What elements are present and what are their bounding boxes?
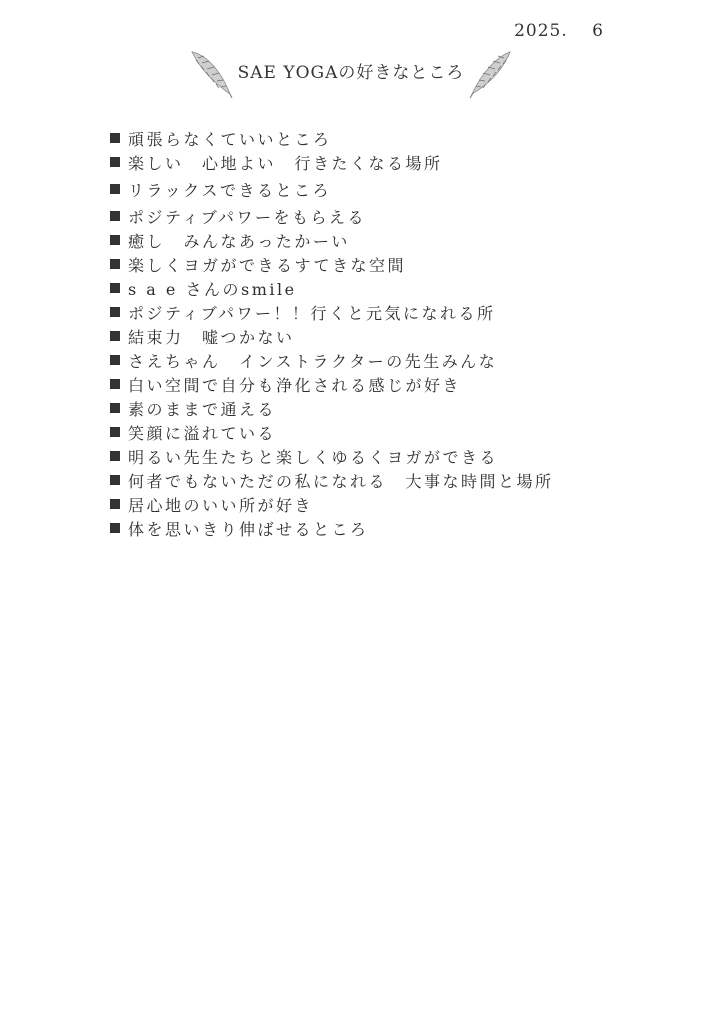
list-item-text: さえちゃん インストラクターの先生みんな bbox=[128, 351, 498, 371]
list-item bbox=[110, 300, 670, 324]
square-bullet-icon bbox=[110, 331, 120, 341]
list-item-text: 素のままで通える bbox=[128, 399, 277, 419]
square-bullet-icon bbox=[110, 451, 120, 461]
square-bullet-icon bbox=[110, 355, 120, 365]
list-item-text: 結束力 嘘つかない bbox=[128, 327, 295, 347]
square-bullet-icon bbox=[110, 133, 120, 143]
list-item-text: 癒し みんなあったかーい bbox=[128, 231, 350, 251]
square-bullet-icon bbox=[110, 184, 120, 194]
document-date: 2025. 6 bbox=[514, 21, 604, 41]
square-bullet-icon bbox=[110, 259, 120, 269]
square-bullet-icon bbox=[110, 379, 120, 389]
list-item bbox=[110, 396, 670, 420]
list-item bbox=[110, 324, 670, 348]
list-item-text: 頑張らなくていいところ bbox=[128, 129, 332, 149]
list-item bbox=[110, 420, 670, 444]
list-item bbox=[110, 228, 670, 252]
list-item bbox=[110, 204, 670, 228]
favorite-points-list bbox=[110, 126, 670, 540]
square-bullet-icon bbox=[110, 475, 120, 485]
list-item-text: 何者でもないただの私になれる 大事な時間と場所 bbox=[128, 471, 554, 491]
list-item-text: ポジティブパワーをもらえる bbox=[128, 207, 366, 227]
list-item bbox=[110, 492, 670, 516]
list-item bbox=[110, 252, 670, 276]
list-item bbox=[110, 150, 670, 174]
list-item bbox=[110, 468, 670, 492]
square-bullet-icon bbox=[110, 403, 120, 413]
square-bullet-icon bbox=[110, 523, 120, 533]
list-item-text: リラックスできるところ bbox=[128, 180, 332, 200]
list-item-text: 楽しい 心地よい 行きたくなる場所 bbox=[128, 153, 443, 173]
square-bullet-icon bbox=[110, 499, 120, 509]
list-item bbox=[110, 372, 670, 396]
square-bullet-icon bbox=[110, 235, 120, 245]
list-item-text: 楽しくヨガができるすてきな空間 bbox=[128, 255, 406, 275]
list-item bbox=[110, 126, 670, 150]
list-item-text: s a e さんのsmile bbox=[128, 279, 297, 299]
square-bullet-icon bbox=[110, 427, 120, 437]
list-item-text: 白い空間で自分も浄化される感じが好き bbox=[128, 375, 462, 395]
list-item bbox=[110, 348, 670, 372]
list-item-text: 体を思いきり伸ばせるところ bbox=[128, 519, 369, 539]
list-item bbox=[110, 444, 670, 468]
list-item bbox=[110, 276, 670, 300]
list-item bbox=[110, 174, 670, 204]
list-item bbox=[110, 516, 670, 540]
title-banner bbox=[186, 44, 516, 104]
square-bullet-icon bbox=[110, 211, 120, 221]
list-item-text: 明るい先生たちと楽しくゆるくヨガができる bbox=[128, 447, 499, 467]
square-bullet-icon bbox=[110, 157, 120, 167]
page-title: SAE YOGAの好きなところ bbox=[237, 63, 465, 83]
feather-icon bbox=[464, 44, 516, 104]
square-bullet-icon bbox=[110, 283, 120, 293]
square-bullet-icon bbox=[110, 307, 120, 317]
list-item-text: ポジティブパワー！！行くと元気になれる所 bbox=[128, 303, 496, 323]
list-item-text: 居心地のいい所が好き bbox=[128, 495, 314, 515]
feather-icon bbox=[186, 44, 238, 104]
list-item-text: 笑顔に溢れている bbox=[128, 423, 277, 443]
